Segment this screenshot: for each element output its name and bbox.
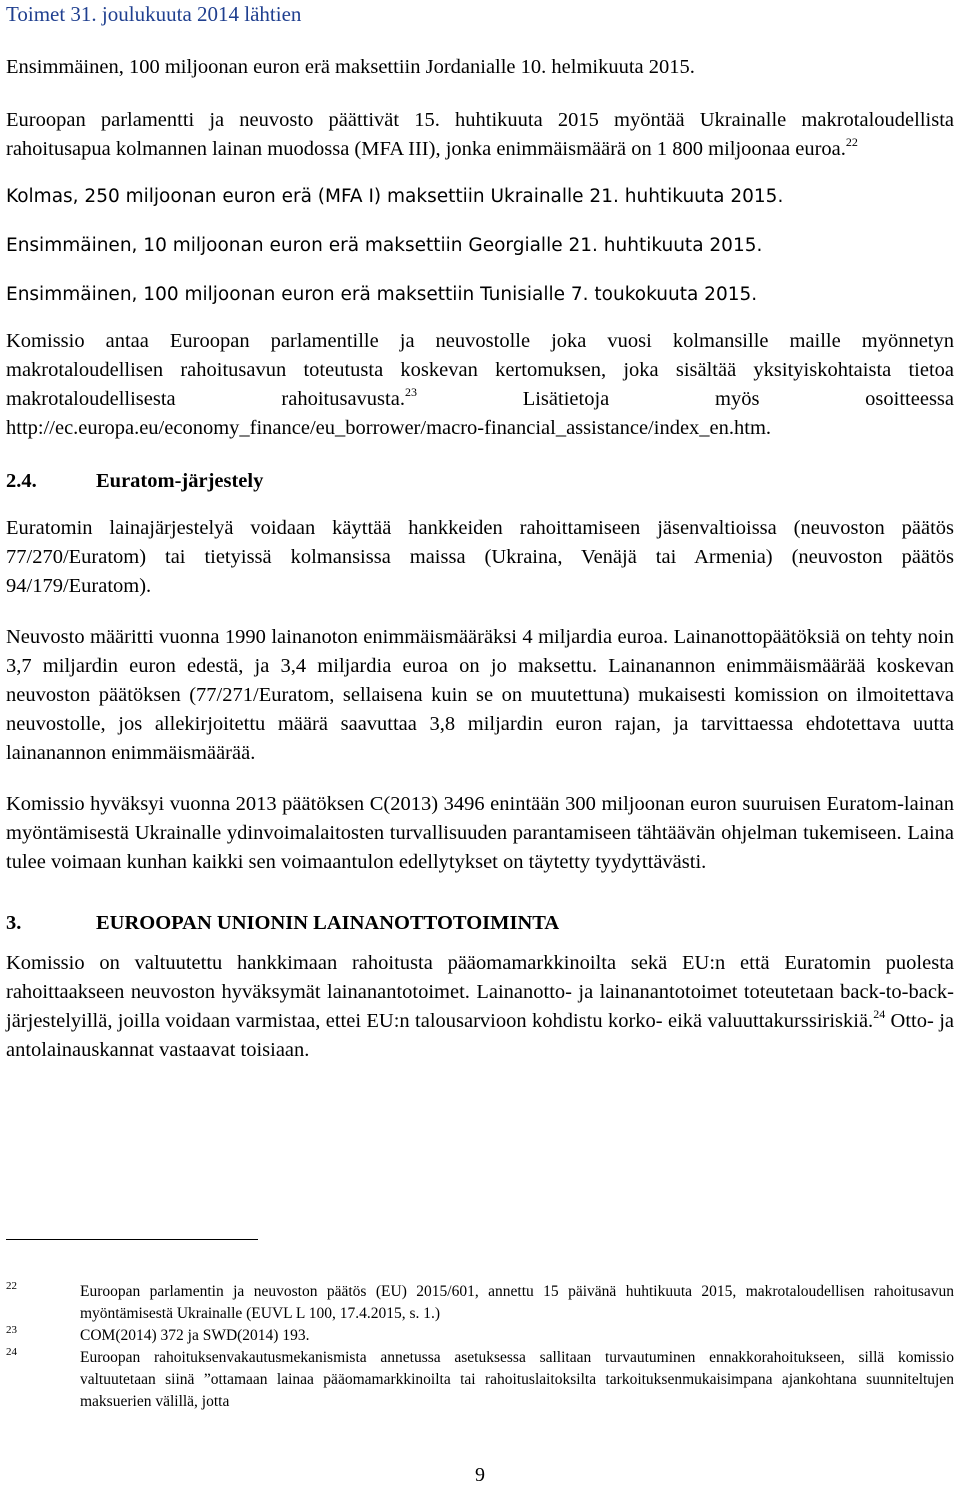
section-title: EUROOPAN UNIONIN LAINANOTTOTOIMINTA — [96, 912, 560, 934]
section-heading-euratom — [6, 467, 954, 495]
footnotes — [6, 1249, 954, 1413]
footnote-mark: 23 — [6, 1324, 17, 1336]
paragraph-text: Kolmas, 250 miljoonan euron erä (MFA I) maksettiin Ukrainalle 21. huhtikuuta 2015. — [6, 186, 784, 207]
footnote-22 — [6, 1281, 954, 1325]
paragraph-ukraine-mfa3 — [6, 106, 954, 164]
footnote-text: Euroopan parlamentin ja neuvoston päätös (EU) 2015/601, annettu 15 päivänä huhtikuuta 2015, makrotaloudellisen rahoitusavun myöntämisestä Ukrainalle (EUVL L 100, 17.4.2015, s. 1.) — [80, 1283, 954, 1322]
paragraph-annual-report — [6, 327, 954, 443]
paragraph-text: Neuvosto määritti vuonna 1990 lainanoton enimmäismääräksi 4 miljardia euroa. Lainanottopäätöksiä on tehty noin 3,7 miljardin euron edestä, ja 3,4 miljardia euroa on jo maksettu. Lainanannon enimmäismäärää koskevan neuvoston päätöksen (77/271/Euratom, sellaisena kuin se on muutettuna) mukaisesti komission on ilmoitettava neuvostolle, jos allekirjoitettu määrä saavuttaa 3,8 miljardin euron rajan, ja tarvittaessa ehdotettava uutta lainanannon enimmäismäärää. — [6, 626, 954, 764]
paragraph-borrowing-activity — [6, 949, 954, 1065]
section-number: 2.4. — [6, 470, 37, 492]
paragraph-text: Euratomin lainajärjestelyä voidaan käyttää hankkeiden rahoittamiseen jäsenvaltioissa (neuvoston päätös 77/270/Euratom) tai tietyissä kolmansissa maissa (Ukraina, Venäjä tai Armenia) (neuvoston päätös 94/179/Euratom). — [6, 517, 954, 597]
paragraph-text: Euroopan parlamentti ja neuvosto päättivät 15. huhtikuuta 2015 myöntää Ukrainalle makrotaloudellista rahoitusapua kolmannen lainan muodossa (MFA III), jonka enimmäismäärä on 1 800 miljoonaa euroa. — [6, 109, 954, 160]
paragraph-text: Otto- ja antolainauskannat vastaavat toisiaan. — [6, 1010, 954, 1061]
paragraph-text: Komissio on valtuutettu hankkimaan rahoitusta pääomamarkkinoilta sekä EU:n että Euratomin puolesta rahoittaakseen neuvoston hyväksymät lainanantotoimet. Lainanotto- ja lainanantotoimet toteutetaan back-to-back-järjestelyillä, joilla voidaan varmistaa, ettei EU:n talousarvioon kohdistu korko- eikä valuuttakurssiriskiä. — [6, 952, 954, 1032]
footnote-24 — [6, 1347, 954, 1413]
paragraph-georgia — [6, 231, 954, 260]
section-heading-borrowing — [6, 909, 954, 937]
paragraph-text: Ensimmäinen, 10 miljoonan euron erä maksettiin Georgialle 21. huhtikuuta 2015. — [6, 235, 763, 256]
footnote-text: COM(2014) 372 ja SWD(2014) 193. — [80, 1327, 310, 1344]
footnote-mark: 22 — [6, 1280, 17, 1292]
paragraph-text: Ensimmäinen, 100 miljoonan euron erä maksettiin Jordanialle 10. helmikuuta 2015. — [6, 56, 695, 78]
section-title: Euratom-järjestely — [96, 470, 264, 492]
paragraph-euratom-loan-ukraine — [6, 790, 954, 877]
paragraph-link-text[interactable]: Lisätietoja myös osoitteessa http://ec.europa.eu/economy_finance/eu_borrower/macro-financial_assistance/index_en.htm. — [6, 388, 955, 439]
paragraph-jordan — [6, 53, 954, 82]
paragraph-euratom-arrangement — [6, 514, 954, 601]
paragraph-ukraine-mfa1 — [6, 182, 954, 211]
footnote-ref-23[interactable]: 23 — [404, 385, 417, 399]
page-number: 9 — [475, 1464, 485, 1486]
footnote-text: Euroopan rahoituksenvakautusmekanismista annetussa asetuksessa sallitaan turvautuminen ennakkorahoitukseen, sillä komissio valtuutetaan siinä ”ottamaan lainaa pääomamarkkinoilta tai rahoituslaitoksilta tarkoituksenmukaisimpana ajankohtana suunniteltujen maksuerien välillä, jotta — [80, 1349, 954, 1410]
paragraph-text: Komissio antaa Euroopan parlamentille ja neuvostolle joka vuosi kolmansille maille myönnetyn makrotaloudellisen rahoitusavun toteutusta koskevan kertomuksen, joka sisältää yksityiskohtaista tietoa makrotaloudellisesta rahoitusavusta. — [6, 330, 954, 410]
paragraph-text: Komissio hyväksyi vuonna 2013 päätöksen C(2013) 3496 enintään 300 miljoonan euron suuruisen Euratom-lainan myöntämisestä Ukrainalle ydinvoimalaitosten turvallisuuden parantamiseen tähtäävän ohjelman tukemiseen. Laina tulee voimaan kunhan kaikki sen voimaantulon edellytykset on täytetty tyydyttävästi. — [6, 793, 954, 873]
paragraph-text: Ensimmäinen, 100 miljoonan euron erä maksettiin Tunisialle 7. toukokuuta 2015. — [6, 284, 758, 305]
footnote-23 — [6, 1325, 954, 1347]
footnote-ref-22[interactable]: 22 — [845, 135, 858, 149]
section-heading: Toimet 31. joulukuuta 2014 lähtien — [6, 2, 302, 26]
paragraph-tunisia — [6, 280, 954, 309]
section-number: 3. — [6, 912, 22, 934]
paragraph-council-limit — [6, 623, 954, 768]
document-page — [6, 0, 955, 1410]
footnote-ref-24[interactable]: 24 — [873, 1007, 886, 1021]
footnote-divider — [6, 1239, 258, 1240]
footnote-mark: 24 — [6, 1346, 17, 1358]
